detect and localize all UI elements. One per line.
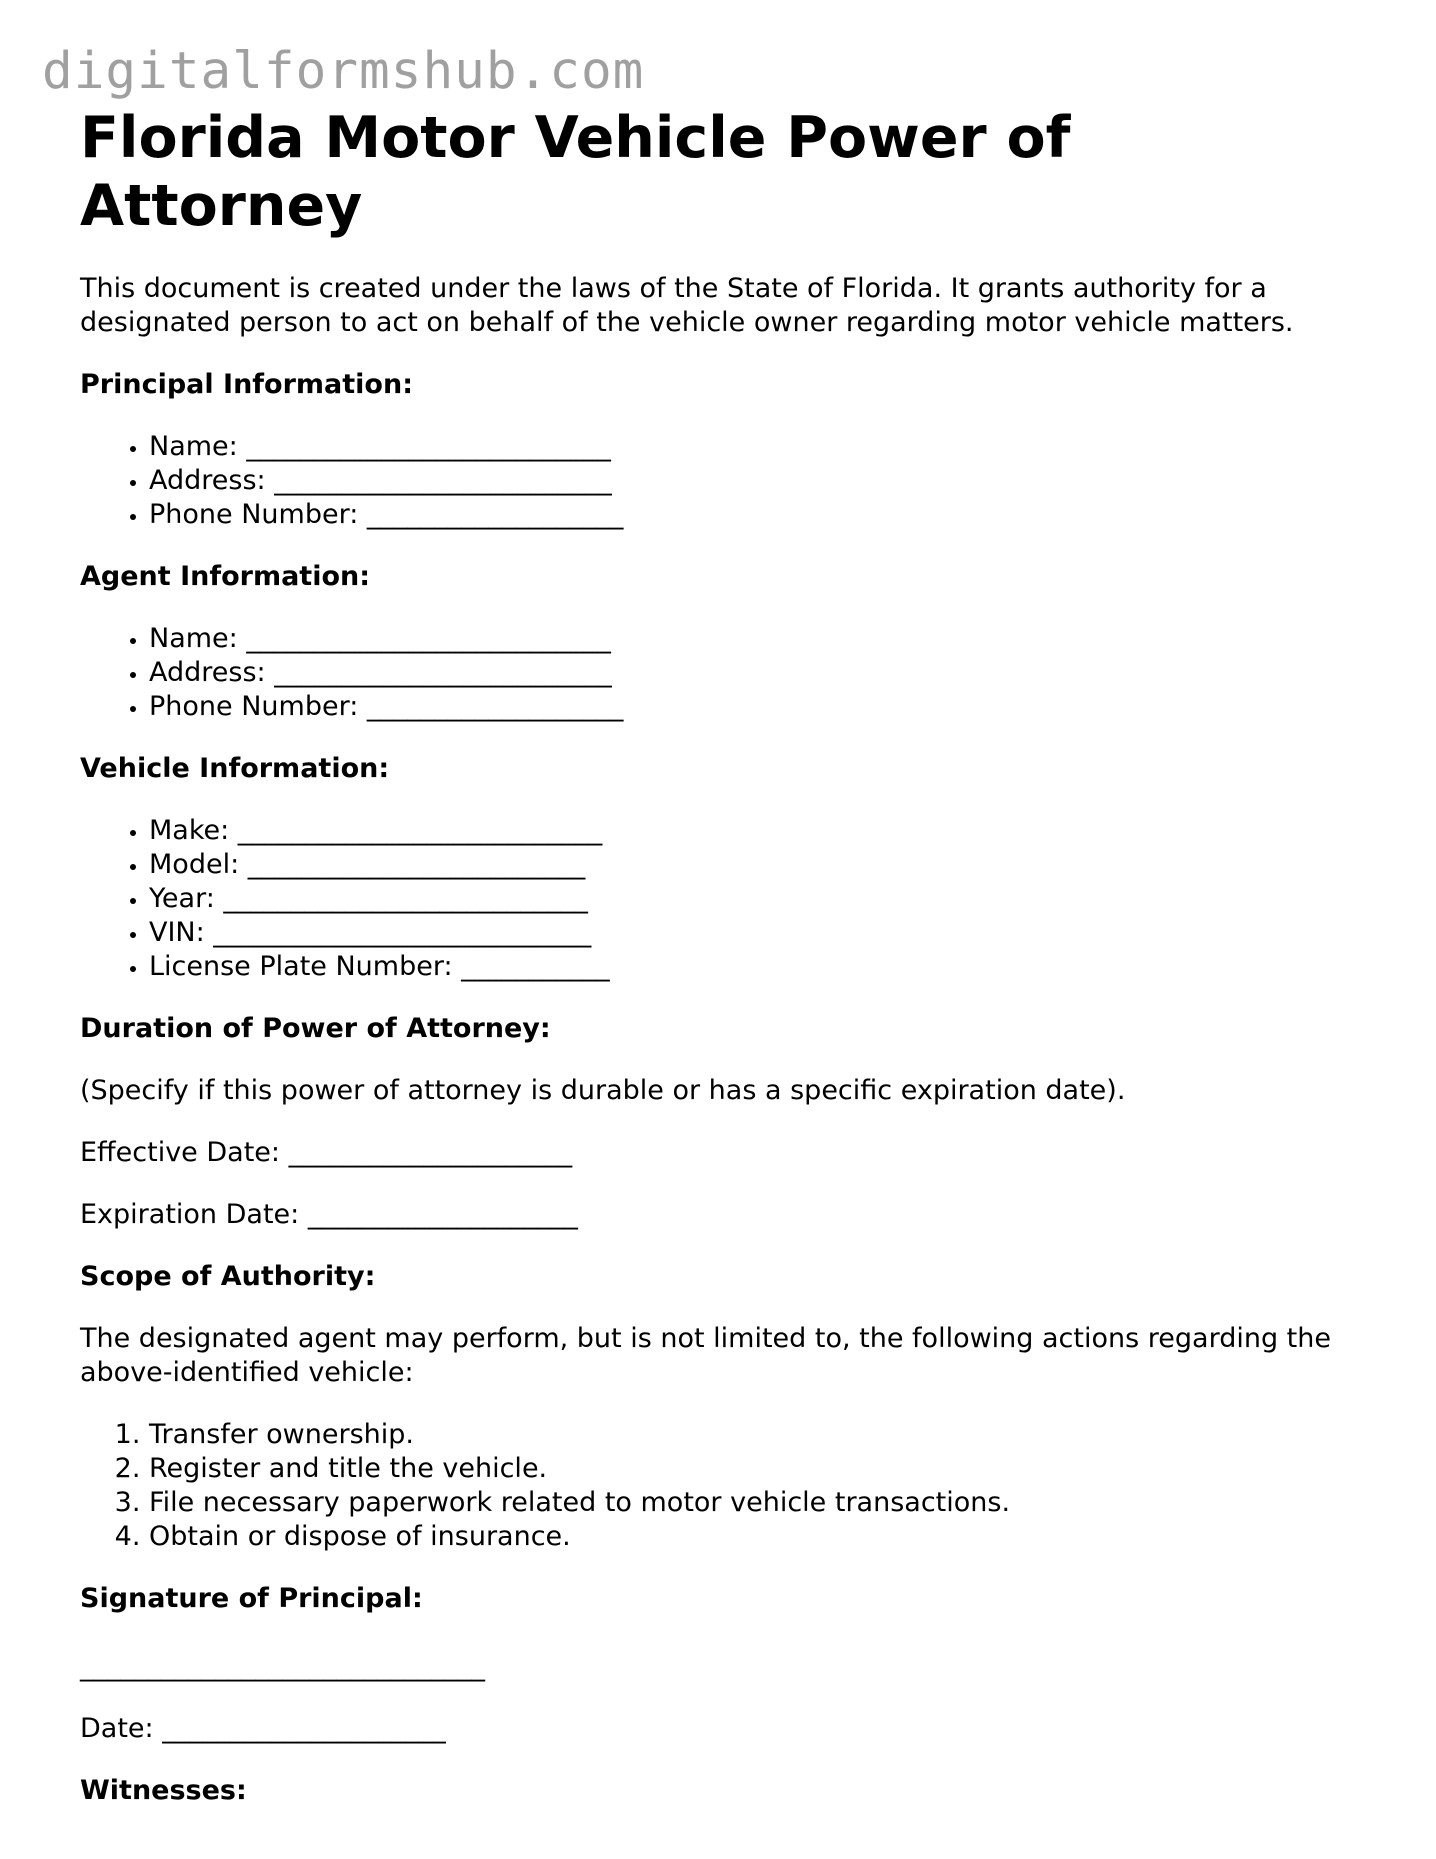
vehicle-model-field[interactable]: • Model: _________________________ — [149, 848, 1370, 882]
document-body — [80, 104, 1370, 1808]
expiration-date-field[interactable]: Expiration Date: ____________________ — [80, 1199, 578, 1230]
vehicle-plate-field[interactable]: • License Plate Number: ___________ — [149, 950, 1370, 984]
scope-actions-list — [80, 1418, 1370, 1554]
agent-address-field[interactable]: • Address: _________________________ — [149, 656, 1370, 690]
scope-heading: Scope of Authority: — [80, 1261, 376, 1292]
principal-heading: Principal Information: — [80, 369, 414, 400]
principal-phone-field[interactable]: • Phone Number: ___________________ — [149, 498, 1370, 532]
duration-note: (Specify if this power of attorney is durable or has a specific expiration date). — [80, 1075, 1126, 1106]
vehicle-vin-field[interactable]: • VIN: ____________________________ — [149, 916, 1370, 950]
agent-name-field[interactable]: • Name: ___________________________ — [149, 622, 1370, 656]
agent-fields-list — [80, 622, 1370, 724]
scope-item-insurance: 4. Obtain or dispose of insurance. — [149, 1520, 1370, 1554]
vehicle-make-field[interactable]: • Make: ___________________________ — [149, 814, 1370, 848]
site-watermark: digitalformshub.com — [42, 42, 645, 101]
agent-heading: Agent Information: — [80, 561, 371, 592]
witnesses-heading: Witnesses: — [80, 1775, 247, 1806]
scope-paragraph: The designated agent may perform, but is not limited to, the following actions regarding the above-identified vehicle: — [80, 1323, 1331, 1388]
intro-paragraph: This document is created under the laws of the State of Florida. It grants authority for a designated person to act on behalf of the vehicle owner regarding motor vehicle matters. — [80, 273, 1294, 338]
vehicle-fields-list — [80, 814, 1370, 984]
scope-item-paperwork: 3. File necessary paperwork related to motor vehicle transactions. — [149, 1486, 1370, 1520]
principal-name-field[interactable]: • Name: ___________________________ — [149, 430, 1370, 464]
document-title: Florida Motor Vehicle Power of Attorney — [80, 105, 1071, 239]
vehicle-year-field[interactable]: • Year: ___________________________ — [149, 882, 1370, 916]
scope-item-transfer: 1. Transfer ownership. — [149, 1418, 1370, 1452]
principal-signature-line[interactable]: ______________________________ — [80, 1651, 485, 1682]
scope-item-register: 2. Register and title the vehicle. — [149, 1452, 1370, 1486]
signature-heading: Signature of Principal: — [80, 1583, 423, 1614]
principal-address-field[interactable]: • Address: _________________________ — [149, 464, 1370, 498]
vehicle-heading: Vehicle Information: — [80, 753, 390, 784]
principal-fields-list — [80, 430, 1370, 532]
effective-date-field[interactable]: Effective Date: _____________________ — [80, 1137, 573, 1168]
agent-phone-field[interactable]: • Phone Number: ___________________ — [149, 690, 1370, 724]
signature-date-field[interactable]: Date: _____________________ — [80, 1713, 446, 1744]
duration-heading: Duration of Power of Attorney: — [80, 1013, 551, 1044]
